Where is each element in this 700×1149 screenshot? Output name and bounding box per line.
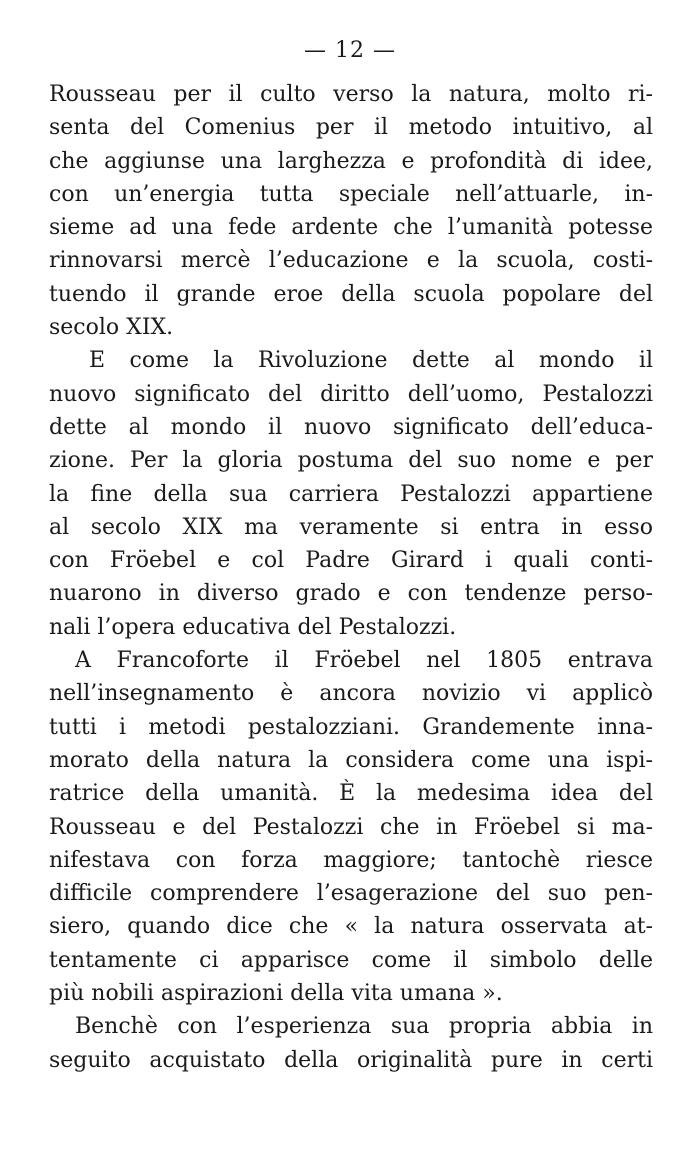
text-line: nali l’opera educativa del Pestalozzi. xyxy=(49,614,457,640)
text-line: tutti i metodi pestalozziani. Grandemente inna- xyxy=(49,714,653,740)
text-line: con un’energia tutta speciale nell’attuarle, in- xyxy=(49,181,653,207)
text-line: che aggiunse una larghezza e profondità di idee, xyxy=(49,148,653,174)
text-line: seguito acquistato della originalità pure in certi xyxy=(49,1047,653,1073)
text-line: al secolo XIX ma veramente si entra in esso xyxy=(49,514,653,540)
text-line: secolo XIX. xyxy=(49,315,174,341)
text-line: senta del Comenius per il metodo intuitivo, al xyxy=(49,115,653,141)
text-line: nell’insegnamento è ancora novizio vi applicò xyxy=(49,681,653,707)
text-line: più nobili aspirazioni della vita umana ». xyxy=(49,981,503,1007)
text-line: tentamente ci apparisce come il simbolo delle xyxy=(49,947,653,973)
text-line: con Fröebel e col Padre Girard i quali conti- xyxy=(49,548,653,574)
text-line: nuovo significato del diritto dell’uomo, Pestalozzi xyxy=(49,381,653,407)
text-line: rinnovarsi mercè l’educazione e la scuola, costi- xyxy=(49,248,653,274)
text-line: morato della natura la considera come una ispi- xyxy=(49,747,653,773)
text-line: sieme ad una fede ardente che l’umanità potesse xyxy=(49,215,653,241)
text-line: difficile comprendere l’esagerazione del suo pen- xyxy=(49,881,653,907)
paragraph-start-line: A Francoforte il Fröebel nel 1805 entrava xyxy=(75,648,653,674)
text-line: Rousseau per il culto verso la natura, molto ri- xyxy=(49,82,653,107)
text-line: nuarono in diverso grado e con tendenze perso- xyxy=(49,581,653,607)
text-line: siero, quando dice che « la natura osservata at- xyxy=(49,914,653,940)
text-line: tuendo il grande eroe della scuola popolare del xyxy=(49,281,653,307)
body-text xyxy=(49,78,653,1077)
paragraph-start-line: Benchè con l’esperienza sua propria abbia in xyxy=(75,1014,653,1040)
text-line: Rousseau e del Pestalozzi che in Fröebel si ma- xyxy=(49,814,653,840)
page-number: — 12 — xyxy=(304,38,396,63)
text-line: nifestava con forza maggiore; tantochè riesce xyxy=(49,847,653,873)
text-line: dette al mondo il nuovo significato dell’educa- xyxy=(49,414,653,440)
paragraph-start-line: E come la Rivoluzione dette al mondo il xyxy=(89,348,653,374)
text-line: zione. Per la gloria postuma del suo nome e per xyxy=(49,448,653,474)
text-line: la fine della sua carriera Pestalozzi appartiene xyxy=(49,481,653,507)
text-line: ratrice della umanità. È la medesima idea del xyxy=(49,781,653,807)
